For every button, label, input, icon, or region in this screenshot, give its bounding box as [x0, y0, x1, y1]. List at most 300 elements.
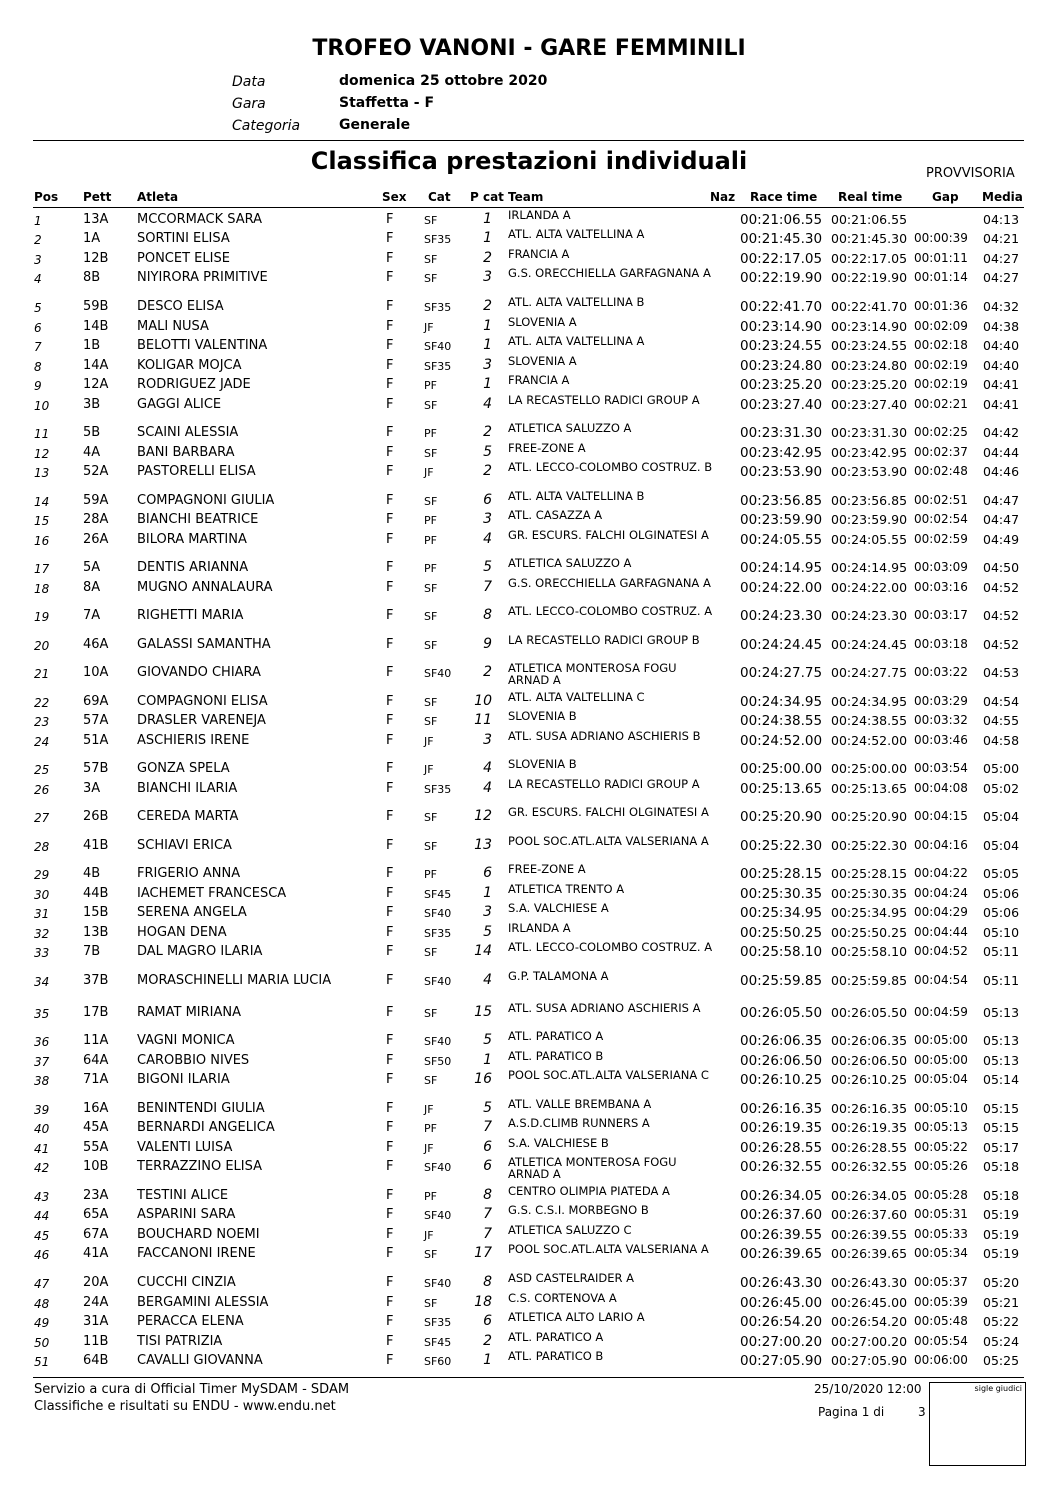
cell-cat: SF: [424, 639, 438, 652]
cell-atleta: DAL MAGRO ILARIA: [137, 944, 263, 959]
cell-real: 00:26:32.55: [831, 1159, 908, 1174]
cell-cat: SF: [424, 214, 438, 227]
cell-pett: 65A: [83, 1207, 109, 1222]
cell-team: S.A. VALCHIESE B: [508, 1136, 609, 1150]
cell-real: 00:24:34.95: [831, 694, 908, 709]
cell-race: 00:23:14.90: [740, 319, 823, 335]
cell-sex: F: [386, 299, 394, 314]
cell-pos: 21: [34, 667, 50, 681]
cell-pos: 31: [34, 907, 50, 921]
cell-real: 00:25:28.15: [831, 866, 908, 881]
cell-real: 00:25:00.00: [831, 761, 908, 776]
cell-real: 00:26:34.05: [831, 1188, 908, 1203]
cell-pett: 24A: [83, 1295, 109, 1310]
cell-race: 00:26:37.60: [740, 1207, 823, 1223]
cell-team: G.P. TALAMONA A: [508, 969, 609, 983]
cell-sex: F: [386, 944, 394, 959]
cell-pcat: 2: [483, 1333, 492, 1349]
cell-gap: 00:04:22: [914, 866, 968, 880]
cell-real: 00:24:23.30: [831, 608, 908, 623]
cell-real: 00:24:38.55: [831, 713, 908, 728]
cell-cat: SF35: [424, 927, 452, 940]
cell-pos: 42: [34, 1161, 50, 1175]
cell-media: 04:47: [983, 512, 1020, 527]
cell-pcat: 5: [483, 1032, 492, 1048]
cell-pos: 10: [34, 399, 50, 413]
cell-atleta: VAGNI MONICA: [137, 1033, 235, 1048]
cell-atleta: BENINTENDI GIULIA: [137, 1101, 265, 1116]
cell-pcat: 7: [483, 1206, 492, 1222]
cell-pett: 59B: [83, 299, 109, 314]
cell-pos: 18: [34, 582, 50, 596]
cell-real: 00:23:25.20: [831, 377, 908, 392]
cell-real: 00:23:27.40: [831, 397, 908, 412]
cell-sex: F: [386, 665, 394, 680]
cell-pos: 44: [34, 1209, 50, 1223]
status-label: PROVVISORIA: [926, 166, 1015, 181]
cell-pos: 41: [34, 1142, 50, 1156]
cell-cat: SF: [424, 610, 438, 623]
cell-real: 00:23:31.30: [831, 425, 908, 440]
cell-pcat: 5: [483, 444, 492, 460]
cell-team: POOL SOC.ATL.ALTA VALSERIANA A: [508, 834, 709, 848]
cell-sex: F: [386, 886, 394, 901]
cell-real: 00:24:27.75: [831, 665, 908, 680]
cell-real: 00:23:14.90: [831, 319, 908, 334]
cell-race: 00:24:22.00: [740, 580, 823, 596]
cell-real: 00:26:05.50: [831, 1005, 908, 1020]
cell-atleta: COMPAGNONI GIULIA: [137, 493, 275, 508]
cell-media: 05:06: [983, 905, 1020, 920]
cell-pett: 23A: [83, 1188, 109, 1203]
cell-race: 00:26:43.30: [740, 1275, 823, 1291]
cell-media: 05:06: [983, 886, 1020, 901]
cell-race: 00:24:14.95: [740, 560, 823, 576]
cell-team: ATLETICA SALUZZO A: [508, 421, 632, 435]
footer-service: Servizio a cura di Official Timer MySDAM - SDAM: [34, 1382, 350, 1397]
cell-media: 04:52: [983, 580, 1020, 595]
cell-team: GR. ESCURS. FALCHI OLGINATESI A: [508, 528, 709, 542]
cell-real: 00:23:53.90: [831, 464, 908, 479]
cell-cat: PF: [424, 379, 437, 392]
cell-media: 05:21: [983, 1295, 1020, 1310]
cell-race: 00:25:22.30: [740, 838, 823, 854]
cell-real: 00:26:19.35: [831, 1120, 908, 1135]
cell-real: 00:23:24.55: [831, 338, 908, 353]
cell-pcat: 7: [483, 1226, 492, 1242]
cell-gap: 00:04:44: [914, 925, 968, 939]
cell-gap: 00:02:54: [914, 512, 968, 526]
cell-pett: 64A: [83, 1053, 109, 1068]
cell-team: ATL. LECCO-COLOMBO COSTRUZ. A: [508, 940, 713, 954]
col-header-pos: Pos: [34, 190, 59, 204]
cell-cat: JF: [424, 1229, 434, 1242]
cell-sex: F: [386, 838, 394, 853]
cell-atleta: ASCHIERIS IRENE: [137, 733, 250, 748]
cell-real: 00:23:56.85: [831, 493, 908, 508]
cell-sex: F: [386, 425, 394, 440]
cell-gap: 00:04:15: [914, 809, 968, 823]
cell-pos: 37: [34, 1055, 50, 1069]
cell-cat: SF35: [424, 783, 452, 796]
cell-race: 00:25:34.95: [740, 905, 823, 921]
cell-media: 05:24: [983, 1334, 1020, 1349]
cell-pcat: 1: [483, 376, 492, 392]
cell-pett: 1A: [83, 231, 101, 246]
cell-atleta: DENTIS ARIANNA: [137, 560, 249, 575]
cell-pett: 26A: [83, 532, 109, 547]
cell-team: GR. ESCURS. FALCHI OLGINATESI A: [508, 805, 709, 819]
cell-pcat: 1: [483, 211, 492, 227]
cell-atleta: COMPAGNONI ELISA: [137, 694, 268, 709]
cell-pcat: 2: [483, 298, 492, 314]
cell-pett: 17B: [83, 1005, 109, 1020]
cell-gap: 00:05:04: [914, 1072, 968, 1086]
cell-cat: SF: [424, 495, 438, 508]
cell-pett: 4B: [83, 866, 101, 881]
cell-cat: SF: [424, 946, 438, 959]
cell-media: 04:40: [983, 338, 1020, 353]
cell-sex: F: [386, 464, 394, 479]
cell-atleta: CEREDA MARTA: [137, 809, 239, 824]
cell-team: LA RECASTELLO RADICI GROUP A: [508, 393, 700, 407]
cell-sex: F: [386, 1353, 394, 1368]
cell-sex: F: [386, 866, 394, 881]
cell-sex: F: [386, 608, 394, 623]
cell-gap: 00:02:59: [914, 532, 968, 546]
cell-pett: 14A: [83, 358, 109, 373]
cell-sex: F: [386, 1207, 394, 1222]
cell-real: 00:24:52.00: [831, 733, 908, 748]
col-header-race-time: Race time: [750, 190, 818, 204]
cell-atleta: FACCANONI IRENE: [137, 1246, 256, 1261]
cell-gap: 00:01:14: [914, 270, 968, 284]
cell-race: 00:22:17.05: [740, 251, 823, 267]
cell-race: 00:25:28.15: [740, 866, 823, 882]
cell-race: 00:25:30.35: [740, 886, 823, 902]
cell-team: ATL. SUSA ADRIANO ASCHIERIS A: [508, 1001, 701, 1015]
cell-pett: 52A: [83, 464, 109, 479]
cell-pos: 51: [34, 1355, 50, 1369]
cell-pcat: 2: [483, 463, 492, 479]
cell-race: 00:26:19.35: [740, 1120, 823, 1136]
cell-pett: 1B: [83, 338, 101, 353]
cell-gap: 00:02:19: [914, 377, 968, 391]
cell-atleta: PONCET ELISE: [137, 251, 230, 266]
cell-media: 04:58: [983, 733, 1020, 748]
cell-real: 00:25:30.35: [831, 886, 908, 901]
cell-pos: 34: [34, 975, 50, 989]
cell-real: 00:27:05.90: [831, 1353, 908, 1368]
cell-pos: 27: [34, 811, 50, 825]
col-header-gap: Gap: [932, 190, 959, 204]
cell-pos: 17: [34, 562, 50, 576]
cell-team: ATL. ALTA VALTELLINA A: [508, 334, 645, 348]
cell-pett: 44B: [83, 886, 109, 901]
cell-pett: 57B: [83, 761, 109, 776]
cell-team: ATLETICA MONTEROSA FOGU ARNAD A: [508, 661, 677, 687]
cell-pett: 12A: [83, 377, 109, 392]
cell-pcat: 3: [483, 732, 492, 748]
cell-atleta: ASPARINI SARA: [137, 1207, 236, 1222]
cell-cat: SF60: [424, 1355, 452, 1368]
cell-media: 04:47: [983, 493, 1020, 508]
cell-atleta: CUCCHI CINZIA: [137, 1275, 236, 1290]
cell-pos: 14: [34, 495, 50, 509]
cell-pos: 33: [34, 946, 50, 960]
cell-gap: 00:05:26: [914, 1159, 968, 1173]
cell-cat: SF: [424, 582, 438, 595]
cell-real: 00:23:59.90: [831, 512, 908, 527]
cell-team: FREE-ZONE A: [508, 862, 586, 876]
cell-pcat: 1: [483, 318, 492, 334]
cell-team: POOL SOC.ATL.ALTA VALSERIANA C: [508, 1068, 709, 1082]
cell-pett: 11B: [83, 1334, 109, 1349]
footer-page-label: Pagina 1 di: [818, 1405, 885, 1419]
cell-pos: 4: [34, 272, 42, 286]
cell-media: 04:13: [983, 212, 1020, 227]
cell-media: 05:10: [983, 925, 1020, 940]
cell-pcat: 6: [483, 492, 492, 508]
cell-race: 00:27:05.90: [740, 1353, 823, 1369]
cell-media: 04:41: [983, 397, 1020, 412]
cell-pett: 4A: [83, 445, 101, 460]
cell-atleta: HOGAN DENA: [137, 925, 227, 940]
cell-pett: 41B: [83, 838, 109, 853]
cell-pcat: 13: [474, 837, 492, 853]
cell-media: 05:11: [983, 944, 1020, 959]
table-row: [0, 969, 1058, 1002]
cell-cat: SF35: [424, 301, 452, 314]
cell-sex: F: [386, 358, 394, 373]
cell-sex: F: [386, 1005, 394, 1020]
cell-pcat: 16: [474, 1071, 492, 1087]
cell-sex: F: [386, 532, 394, 547]
cell-cat: PF: [424, 868, 437, 881]
cell-race: 00:26:34.05: [740, 1188, 823, 1204]
cell-race: 00:25:00.00: [740, 761, 823, 777]
cell-pett: 3B: [83, 397, 101, 412]
cell-atleta: TERRAZZINO ELISA: [137, 1159, 262, 1174]
cell-race: 00:27:00.20: [740, 1334, 823, 1350]
cell-race: 00:26:28.55: [740, 1140, 823, 1156]
cell-real: 00:26:06.50: [831, 1053, 908, 1068]
cell-media: 05:13: [983, 1005, 1020, 1020]
cell-media: 05:02: [983, 781, 1020, 796]
cell-cat: SF: [424, 811, 438, 824]
cell-team: SLOVENIA A: [508, 315, 577, 329]
cell-team: FRANCIA A: [508, 247, 570, 261]
cell-sex: F: [386, 580, 394, 595]
meta-label-gara: Gara: [232, 96, 266, 112]
cell-media: 04:27: [983, 251, 1020, 266]
cell-team: ATLETICA TRENTO A: [508, 882, 625, 896]
cell-gap: 00:01:36: [914, 299, 968, 313]
cell-pos: 11: [34, 427, 50, 441]
cell-pos: 47: [34, 1277, 50, 1291]
cell-team: ATL. LECCO-COLOMBO COSTRUZ. A: [508, 604, 713, 618]
cell-team: ATL. LECCO-COLOMBO COSTRUZ. B: [508, 460, 713, 474]
cell-sex: F: [386, 713, 394, 728]
cell-atleta: BELOTTI VALENTINA: [137, 338, 268, 353]
cell-cat: PF: [424, 514, 437, 527]
cell-team: LA RECASTELLO RADICI GROUP B: [508, 633, 700, 647]
cell-pos: 15: [34, 514, 50, 528]
cell-pett: 67A: [83, 1227, 109, 1242]
cell-atleta: DRASLER VARENEJA: [137, 713, 266, 728]
cell-sex: F: [386, 512, 394, 527]
cell-team: ATL. PARATICO A: [508, 1330, 604, 1344]
cell-media: 05:00: [983, 761, 1020, 776]
cell-race: 00:23:56.85: [740, 493, 823, 509]
cell-pos: 24: [34, 735, 50, 749]
cell-sex: F: [386, 1101, 394, 1116]
cell-cat: JF: [424, 321, 434, 334]
cell-pett: 51A: [83, 733, 109, 748]
cell-real: 00:25:58.10: [831, 944, 908, 959]
cell-gap: 00:02:51: [914, 493, 968, 507]
cell-media: 05:04: [983, 838, 1020, 853]
cell-cat: SF: [424, 1297, 438, 1310]
cell-sex: F: [386, 270, 394, 285]
cell-gap: 00:05:34: [914, 1246, 968, 1260]
cell-sex: F: [386, 1120, 394, 1135]
cell-media: 05:15: [983, 1101, 1020, 1116]
cell-real: 00:23:24.80: [831, 358, 908, 373]
cell-atleta: PERACCA ELENA: [137, 1314, 244, 1329]
cell-atleta: SERENA ANGELA: [137, 905, 247, 920]
cell-pos: 7: [34, 340, 42, 354]
cell-pett: 10A: [83, 665, 109, 680]
cell-real: 00:24:05.55: [831, 532, 908, 547]
cell-cat: SF: [424, 447, 438, 460]
cell-sex: F: [386, 1275, 394, 1290]
cell-race: 00:26:16.35: [740, 1101, 823, 1117]
cell-atleta: BIANCHI ILARIA: [137, 781, 238, 796]
cell-sex: F: [386, 1246, 394, 1261]
cell-pett: 8A: [83, 580, 101, 595]
cell-team: SLOVENIA B: [508, 709, 577, 723]
cell-real: 00:26:54.20: [831, 1314, 908, 1329]
cell-sex: F: [386, 493, 394, 508]
cell-atleta: KOLIGAR MOJCA: [137, 358, 242, 373]
cell-race: 00:24:05.55: [740, 532, 823, 548]
cell-gap: 00:04:29: [914, 905, 968, 919]
cell-media: 04:42: [983, 425, 1020, 440]
cell-pett: 57A: [83, 713, 109, 728]
cell-atleta: RODRIGUEZ JADE: [137, 377, 251, 392]
cell-pcat: 6: [483, 1313, 492, 1329]
cell-media: 04:55: [983, 713, 1020, 728]
cell-pett: 3A: [83, 781, 101, 796]
cell-gap: 00:03:17: [914, 608, 968, 622]
cell-cat: SF40: [424, 1161, 452, 1174]
cell-atleta: SORTINI ELISA: [137, 231, 230, 246]
cell-media: 05:18: [983, 1159, 1020, 1174]
cell-team: ATLETICA ALTO LARIO A: [508, 1310, 645, 1324]
cell-pcat: 8: [483, 607, 492, 623]
cell-sex: F: [386, 1188, 394, 1203]
cell-pcat: 2: [483, 664, 492, 680]
cell-pcat: 4: [483, 531, 492, 547]
cell-gap: 00:03:46: [914, 733, 968, 747]
cell-gap: 00:03:22: [914, 665, 968, 679]
cell-gap: 00:01:11: [914, 251, 968, 265]
cell-race: 00:24:24.45: [740, 637, 823, 653]
cell-team: ATLETICA SALUZZO A: [508, 556, 632, 570]
cell-atleta: CAROBBIO NIVES: [137, 1053, 250, 1068]
cell-pcat: 11: [474, 712, 492, 728]
col-header-pett: Pett: [83, 190, 112, 204]
cell-sex: F: [386, 925, 394, 940]
cell-pett: 64B: [83, 1353, 109, 1368]
cell-team: LA RECASTELLO RADICI GROUP A: [508, 777, 700, 791]
footer-divider: [33, 1377, 1024, 1378]
cell-pcat: 6: [483, 865, 492, 881]
cell-sex: F: [386, 231, 394, 246]
cell-pcat: 4: [483, 760, 492, 776]
cell-real: 00:21:06.55: [831, 212, 908, 227]
cell-pcat: 1: [483, 230, 492, 246]
col-header-pcat: P cat: [470, 190, 504, 204]
cell-cat: PF: [424, 1190, 437, 1203]
cell-atleta: RIGHETTI MARIA: [137, 608, 244, 623]
cell-race: 00:24:38.55: [740, 713, 823, 729]
cell-pcat: 8: [483, 1187, 492, 1203]
cell-sex: F: [386, 251, 394, 266]
cell-cat: SF: [424, 840, 438, 853]
cell-pcat: 6: [483, 1139, 492, 1155]
cell-race: 00:26:54.20: [740, 1314, 823, 1330]
cell-gap: 00:05:22: [914, 1140, 968, 1154]
cell-pcat: 9: [483, 636, 492, 652]
cell-sex: F: [386, 445, 394, 460]
footer-datetime: 25/10/2020 12:00: [814, 1382, 922, 1396]
cell-pos: 29: [34, 868, 50, 882]
cell-pos: 5: [34, 301, 42, 315]
cell-media: 04:44: [983, 445, 1020, 460]
judges-signature-box: [929, 1382, 1026, 1466]
cell-atleta: GALASSI SAMANTHA: [137, 637, 271, 652]
cell-cat: SF: [424, 1007, 438, 1020]
cell-cat: SF50: [424, 1055, 452, 1068]
cell-pos: 50: [34, 1336, 50, 1350]
cell-gap: 00:04:08: [914, 781, 968, 795]
document-title: TROFEO VANONI - GARE FEMMINILI: [312, 36, 746, 61]
cell-media: 04:41: [983, 377, 1020, 392]
cell-team: IRLANDA A: [508, 208, 571, 222]
cell-media: 05:04: [983, 809, 1020, 824]
cell-sex: F: [386, 973, 394, 988]
cell-sex: F: [386, 1140, 394, 1155]
cell-team: ATLETICA SALUZZO C: [508, 1223, 632, 1237]
cell-race: 00:25:58.10: [740, 944, 823, 960]
cell-pos: 12: [34, 447, 50, 461]
cell-race: 00:23:42.95: [740, 445, 823, 461]
cell-pos: 32: [34, 927, 50, 941]
cell-pos: 25: [34, 763, 50, 777]
cell-sex: F: [386, 781, 394, 796]
cell-real: 00:22:19.90: [831, 270, 908, 285]
cell-pett: 11A: [83, 1033, 109, 1048]
cell-pcat: 3: [483, 269, 492, 285]
cell-cat: SF: [424, 1074, 438, 1087]
page-subtitle: Classifica prestazioni individuali: [310, 147, 748, 175]
cell-pos: 36: [34, 1035, 50, 1049]
cell-pcat: 3: [483, 904, 492, 920]
cell-race: 00:23:24.55: [740, 338, 823, 354]
cell-atleta: SCAINI ALESSIA: [137, 425, 239, 440]
